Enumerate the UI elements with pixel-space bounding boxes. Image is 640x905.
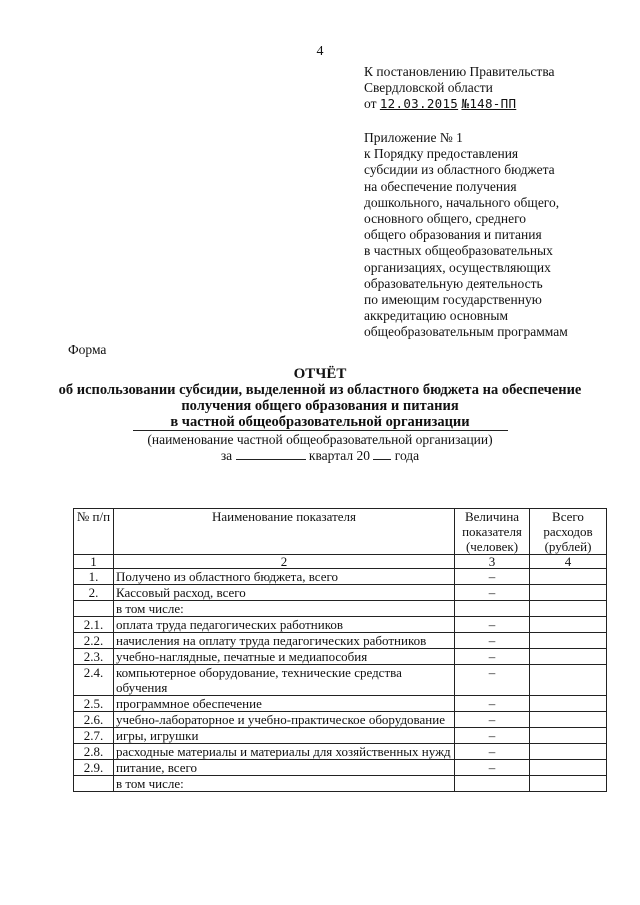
table-row xyxy=(74,569,607,585)
row-value-cell: – xyxy=(455,728,530,744)
header-num: № п/п xyxy=(74,509,114,555)
index-cell: 1 xyxy=(74,555,114,569)
report-title-line-3: в частной общеобразовательной организации xyxy=(170,414,470,430)
approval-block xyxy=(364,64,555,112)
row-num-cell: 2.5. xyxy=(74,696,114,712)
period-quarter: квартал 20 xyxy=(308,448,370,463)
approval-number: №148-ПП xyxy=(461,96,517,111)
appendix-block xyxy=(364,130,568,341)
table-row xyxy=(74,617,607,633)
index-cell: 4 xyxy=(530,555,607,569)
appendix-line: основного общего, среднего xyxy=(364,211,527,227)
row-name-cell: программное обеспечение xyxy=(114,696,455,712)
row-value-cell xyxy=(455,601,530,617)
report-title-line-1: об использовании субсидии, выделенной из областного бюджета на обеспечение xyxy=(58,382,582,398)
row-total-cell xyxy=(530,776,607,792)
row-total-cell xyxy=(530,712,607,728)
form-label: Форма xyxy=(68,342,107,357)
row-name-cell: учебно-лабораторное и учебно-практическое оборудование xyxy=(114,712,455,728)
row-value-cell: – xyxy=(455,744,530,760)
page-number: 4 xyxy=(316,44,324,59)
row-name-cell: начисления на оплату труда педагогических работников xyxy=(114,633,455,649)
row-name-cell: Кассовый расход, всего xyxy=(114,585,455,601)
row-total-cell xyxy=(530,744,607,760)
row-num-cell: 1. xyxy=(74,569,114,585)
row-value-cell: – xyxy=(455,569,530,585)
appendix-line: организациях, осуществляющих xyxy=(364,259,551,275)
period-za: за xyxy=(220,448,233,463)
appendix-line: субсидии из областного бюджета xyxy=(364,162,555,178)
row-num-cell: 2.8. xyxy=(74,744,114,760)
row-total-cell xyxy=(530,728,607,744)
row-num-cell xyxy=(74,601,114,617)
table-row xyxy=(74,665,607,696)
appendix-line: образовательную деятельность xyxy=(364,275,543,291)
year-blank xyxy=(373,459,391,460)
table-row xyxy=(74,744,607,760)
table-row xyxy=(74,776,607,792)
row-name-cell: в том числе: xyxy=(114,601,455,617)
row-name-cell: оплата труда педагогических работников xyxy=(114,617,455,633)
table-row xyxy=(74,728,607,744)
row-total-cell xyxy=(530,760,607,776)
header-total: Всего расходов (рублей) xyxy=(530,509,607,555)
row-name-cell: расходные материалы и материалы для хозяйственных нужд xyxy=(114,744,455,760)
row-value-cell: – xyxy=(455,633,530,649)
row-num-cell: 2.4. xyxy=(74,665,114,696)
index-cell: 3 xyxy=(455,555,530,569)
row-name-cell: питание, всего xyxy=(114,760,455,776)
period-year: года xyxy=(394,448,420,463)
row-total-cell xyxy=(530,696,607,712)
appendix-line: общеобразовательным программам xyxy=(364,324,568,340)
quarter-blank xyxy=(236,459,306,460)
row-num-cell: 2.7. xyxy=(74,728,114,744)
row-value-cell: – xyxy=(455,585,530,601)
appendix-line: Приложение № 1 xyxy=(364,130,463,145)
row-num-cell: 2.2. xyxy=(74,633,114,649)
approval-line-1: К постановлению Правительства xyxy=(364,64,555,79)
appendix-line: аккредитацию основным xyxy=(364,308,508,324)
appendix-line: общего образования и питания xyxy=(364,227,542,243)
approval-from-label: от xyxy=(364,96,377,111)
row-name-cell: Получено из областного бюджета, всего xyxy=(114,569,455,585)
table-row xyxy=(74,712,607,728)
row-name-cell: игры, игрушки xyxy=(114,728,455,744)
row-num-cell: 2.3. xyxy=(74,649,114,665)
approval-line-2: Свердловской области xyxy=(364,80,493,95)
row-value-cell: – xyxy=(455,760,530,776)
approval-date: 12.03.2015 xyxy=(379,96,459,111)
table-header-row xyxy=(74,509,607,555)
row-total-cell xyxy=(530,601,607,617)
row-num-cell xyxy=(74,776,114,792)
row-total-cell xyxy=(530,585,607,601)
report-title-main: ОТЧЁТ xyxy=(293,366,347,382)
report-title-line-2: получения общего образования и питания xyxy=(181,398,459,414)
row-num-cell: 2.1. xyxy=(74,617,114,633)
table-row xyxy=(74,585,607,601)
row-value-cell: – xyxy=(455,649,530,665)
row-value-cell xyxy=(455,776,530,792)
approval-date-line xyxy=(364,96,555,112)
header-value: Величина показателя (человек) xyxy=(455,509,530,555)
organization-caption: (наименование частной общеобразовательной организации) xyxy=(133,430,508,448)
row-total-cell xyxy=(530,649,607,665)
row-value-cell: – xyxy=(455,617,530,633)
table-row xyxy=(74,649,607,665)
row-value-cell: – xyxy=(455,696,530,712)
index-cell: 2 xyxy=(114,555,455,569)
row-name-cell: учебно-наглядные, печатные и медиапособия xyxy=(114,649,455,665)
table-row xyxy=(74,760,607,776)
report-table xyxy=(73,508,607,792)
period-line xyxy=(0,448,640,464)
row-name-cell: в том числе: xyxy=(114,776,455,792)
table-row xyxy=(74,633,607,649)
appendix-line: в частных общеобразовательных xyxy=(364,243,553,259)
appendix-line: к Порядку предоставления xyxy=(364,146,519,162)
row-total-cell xyxy=(530,665,607,696)
row-num-cell: 2.6. xyxy=(74,712,114,728)
row-num-cell: 2.9. xyxy=(74,760,114,776)
row-total-cell xyxy=(530,633,607,649)
organization-block xyxy=(0,430,640,464)
row-num-cell: 2. xyxy=(74,585,114,601)
row-total-cell xyxy=(530,617,607,633)
appendix-line: по имеющим государственную xyxy=(364,292,542,308)
row-total-cell xyxy=(530,569,607,585)
table-row xyxy=(74,601,607,617)
header-name: Наименование показателя xyxy=(114,509,455,555)
appendix-line: на обеспечение получения xyxy=(364,178,517,194)
row-value-cell: – xyxy=(455,712,530,728)
table-index-row xyxy=(74,555,607,569)
report-title xyxy=(0,366,640,430)
appendix-line: дошкольного, начального общего, xyxy=(364,194,560,210)
row-name-cell: компьютерное оборудование, технические средства обучения xyxy=(114,665,455,696)
row-value-cell: – xyxy=(455,665,530,696)
table-row xyxy=(74,696,607,712)
